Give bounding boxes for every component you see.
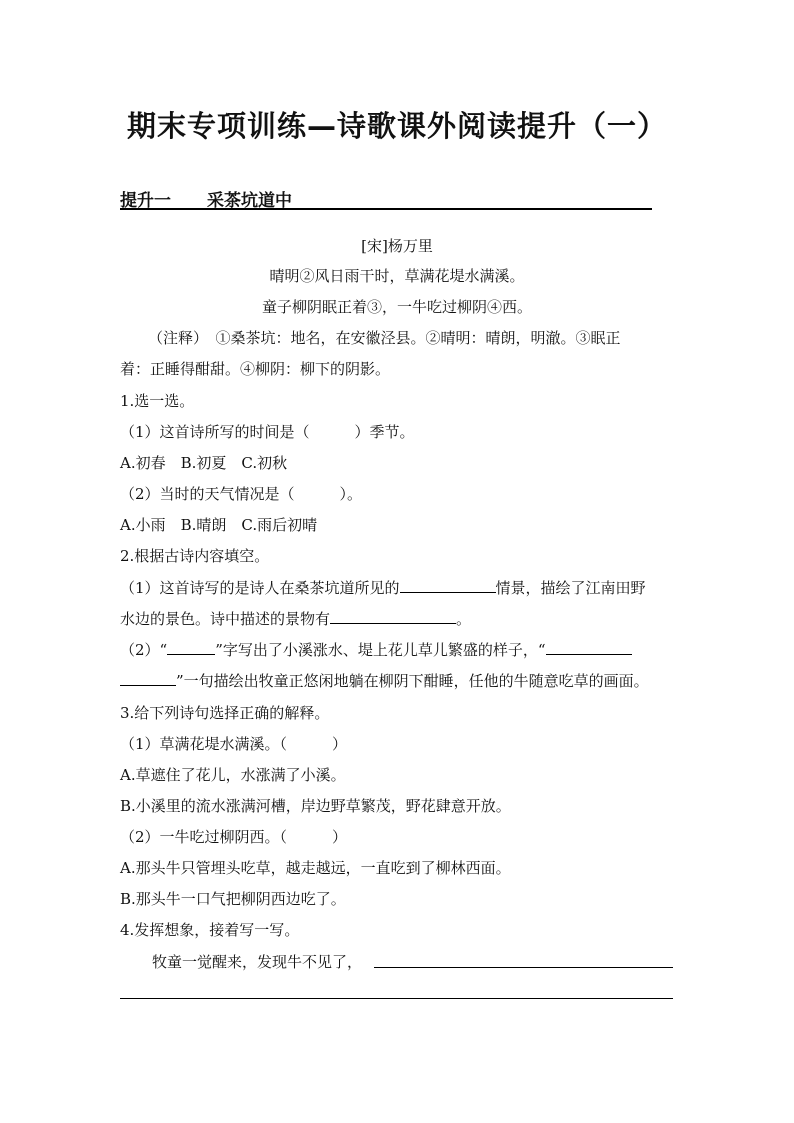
writing-line[interactable] — [120, 998, 673, 999]
question-1-sub-1: （1）这首诗所写的时间是（ ）季节。 — [120, 423, 415, 441]
question-3-sub-1: （1）草满花堤水满溪。（ ） — [120, 735, 348, 753]
question-3-option-2a: A.那头牛只管埋头吃草，越走越远，一直吃到了柳林西面。 — [120, 859, 511, 877]
question-2-sub-1-text-b: 情景，描绘了江南田野 — [495, 579, 646, 597]
question-2-title: 2.根据古诗内容填空。 — [120, 547, 270, 565]
question-1-title: 1.选一选。 — [120, 392, 195, 410]
answer-blank[interactable] — [167, 640, 215, 655]
notes-line-2: 着：正睡得酣甜。④柳阴：柳下的阴影。 — [120, 360, 391, 378]
question-2-sub-1-text-a: （1）这首诗写的是诗人在桑茶坑道所见的 — [120, 579, 400, 597]
poem-line-2: 童子柳阴眠正着③，一牛吃过柳阴④西。 — [261, 298, 532, 316]
question-2-sub-1-line-2 — [120, 609, 471, 629]
page-title: 期末专项训练—诗歌课外阅读提升（一） — [126, 109, 667, 143]
writing-line[interactable] — [374, 967, 673, 968]
question-4-title: 4.发挥想象，接着写一写。 — [120, 921, 300, 939]
question-3-option-1a: A.草遮住了花儿，水涨满了小溪。 — [120, 766, 346, 784]
answer-blank[interactable] — [120, 671, 176, 686]
answer-blank[interactable] — [400, 578, 496, 593]
question-2-sub-2-line-2 — [120, 671, 649, 691]
answer-blank[interactable] — [330, 609, 456, 624]
question-3-sub-2: （2）一牛吃过柳阴西。（ ） — [120, 828, 348, 846]
section-label: 提升一 — [120, 191, 171, 211]
notes-line-1: （注释） ①桑茶坑：地名，在安徽泾县。②晴明：晴朗，明澈。③眠正 — [148, 329, 621, 347]
question-2-sub-1-text-c: 水边的景色。诗中描述的景物有 — [120, 610, 331, 628]
answer-blank[interactable] — [546, 640, 632, 655]
question-2-sub-1-text-d: 。 — [456, 610, 472, 628]
question-4-prompt: 牧童一觉醒来，发现牛不见了， — [152, 953, 363, 971]
poem-title: 采茶坑道中 — [207, 191, 292, 211]
section-heading — [120, 186, 652, 210]
question-3-title: 3.给下列诗句选择正确的解释。 — [120, 704, 330, 722]
question-2-sub-2-text-c: ”一句描绘出牧童正悠闲地躺在柳阴下酣睡，任他的牛随意吃草的画面。 — [176, 672, 649, 690]
question-1-sub-2: （2）当时的天气情况是（ ）。 — [120, 485, 363, 503]
question-2-sub-1-line-1 — [120, 578, 646, 598]
question-1-options-1: A.初春 B.初夏 C.初秋 — [120, 454, 288, 472]
poem-line-1: 晴明②风日雨干时，草满花堤水满溪。 — [269, 267, 525, 285]
question-3-option-1b: B.小溪里的流水涨满河槽，岸边野草繁茂，野花肆意开放。 — [120, 797, 511, 815]
question-3-option-2b: B.那头牛一口气把柳阴西边吃了。 — [120, 890, 346, 908]
question-2-sub-2-text-b: ”字写出了小溪涨水、堤上花儿草儿繁盛的样子，“ — [215, 641, 546, 659]
question-2-sub-2-text-a: （2）“ — [120, 641, 168, 659]
question-2-sub-2-line-1 — [120, 640, 632, 660]
question-1-options-2: A.小雨 B.晴朗 C.雨后初晴 — [120, 516, 318, 534]
poem-author: [宋]杨万里 — [361, 237, 433, 255]
